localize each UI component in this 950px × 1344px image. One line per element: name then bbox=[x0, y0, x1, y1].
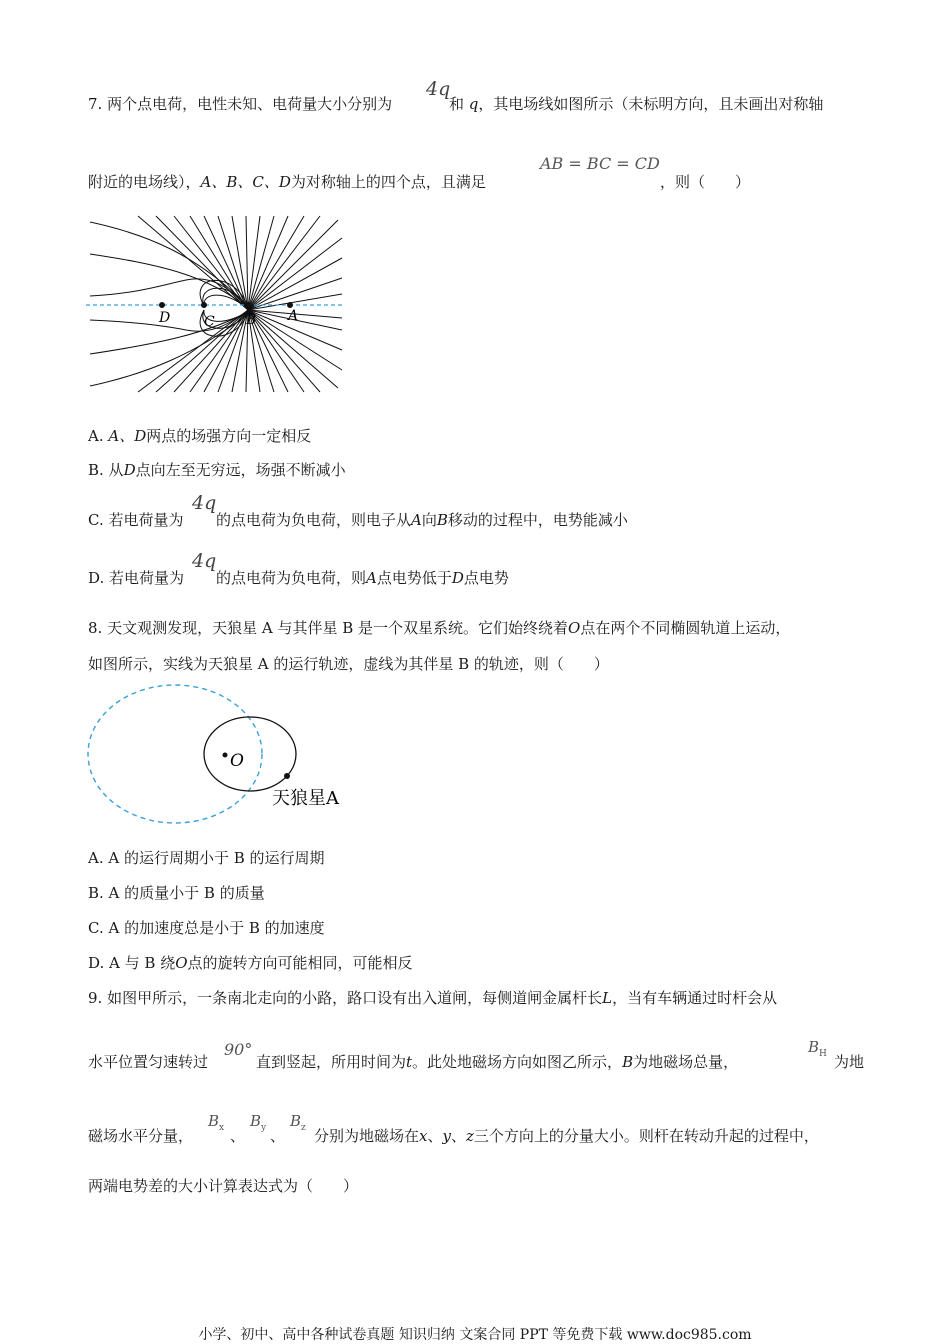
q9-by: $B_y$ bbox=[250, 1112, 267, 1133]
q9-line-2: 水平位置匀速转过 bbox=[88, 1053, 209, 1071]
q9-sep-2: 、 bbox=[270, 1127, 286, 1145]
q9-sep-1: 、 bbox=[230, 1127, 246, 1145]
q9-line-3-rest: 分别为地磁场在x、y、z三个方向上的分量大小。则杆在转动升起的过程中， bbox=[314, 1127, 819, 1145]
point-O-dot bbox=[223, 753, 228, 758]
q9-line-3: 磁场水平分量， bbox=[88, 1127, 194, 1145]
q7-line-2: 附近的电场线），A、B、C、D为对称轴上的四个点，且满足 bbox=[88, 173, 486, 191]
label-D: D bbox=[159, 310, 171, 326]
q7-option-d-rest: 的点电荷为负电荷，则A点电势低于D点电势 bbox=[216, 569, 509, 587]
q9-bz: $B_z$ bbox=[290, 1112, 306, 1133]
q7-equation: AB = BC = CD bbox=[540, 154, 660, 173]
q8-line-1: 8. 天文观测发现，天狼星 A 与其伴星 B 是一个双星系统。它们始终绕着O点在两个不同椭圆轨道上运动， bbox=[88, 619, 791, 637]
q8-option-c: C. A 的加速度总是小于 B 的加速度 bbox=[88, 919, 325, 937]
q9-line-2-end: 为地 bbox=[834, 1053, 865, 1071]
q8-option-b: B. A 的质量小于 B 的质量 bbox=[88, 884, 265, 902]
q7-option-c-4q: 4q bbox=[192, 492, 217, 514]
q7-option-d: D. 若电荷量为 bbox=[88, 569, 185, 587]
point-D-dot bbox=[159, 302, 165, 308]
orbit-figure bbox=[86, 682, 376, 828]
q9-line-1: 9. 如图甲所示，一条南北走向的小路，路口设有出入道闸，每侧道闸金属杆长L，当有车辆通过时杆会从 bbox=[88, 989, 778, 1007]
label-sirius-a: 天狼星A bbox=[272, 788, 339, 809]
q7-line-1b: 和 q，其电场线如图所示（未标明方向，且未画出对称轴 bbox=[449, 95, 824, 113]
page-footer: 小学、初中、高中各种试卷真题 知识归纳 文案合同 PPT 等免费下载 www.doc985.com bbox=[198, 1327, 752, 1343]
q7-option-a: A. A、D两点的场强方向一定相反 bbox=[88, 427, 312, 445]
label-C: C bbox=[204, 314, 215, 330]
point-B-dot bbox=[245, 302, 251, 308]
label-B: B bbox=[246, 312, 257, 328]
q7-line-1: 7. 两个点电荷，电性未知、电荷量大小分别为 bbox=[88, 95, 393, 113]
q7-option-c: C. 若电荷量为 bbox=[88, 511, 184, 529]
q7-option-d-4q: 4q bbox=[192, 550, 217, 572]
q7-option-b: B. 从D点向左至无穷远，场强不断减小 bbox=[88, 461, 346, 479]
q9-bx: $B_x$ bbox=[208, 1112, 225, 1133]
q9-line-4: 两端电势差的大小计算表达式为（ ） bbox=[88, 1177, 359, 1195]
label-A: A bbox=[288, 308, 299, 324]
q9-b-horizontal: $B_H$ bbox=[808, 1038, 827, 1059]
q7-4q: 4q bbox=[426, 78, 451, 100]
electric-field-figure bbox=[86, 214, 346, 394]
q7-option-c-rest: 的点电荷为负电荷，则电子从A向B移动的过程中，电势能减小 bbox=[216, 511, 628, 529]
q7-line-2-end: ，则（ ） bbox=[660, 173, 751, 191]
sirius-a-dot bbox=[284, 773, 290, 779]
q8-line-2: 如图所示，实线为天狼星 A 的运行轨迹，虚线为其伴星 B 的轨迹，则（ ） bbox=[88, 655, 609, 673]
label-O: O bbox=[230, 751, 244, 771]
q8-option-d: D. A 与 B 绕O点的旋转方向可能相同，可能相反 bbox=[88, 954, 413, 972]
point-C-dot bbox=[201, 302, 207, 308]
q9-line-2-mid: 直到竖起，所用时间为t。此处地磁场方向如图乙所示，B为地磁场总量， bbox=[256, 1053, 739, 1071]
q8-option-a: A. A 的运行周期小于 B 的运行周期 bbox=[88, 849, 325, 867]
q9-90-degrees: 90° bbox=[224, 1040, 253, 1059]
field-lines bbox=[90, 216, 342, 392]
sirius-a-orbit bbox=[204, 717, 296, 791]
